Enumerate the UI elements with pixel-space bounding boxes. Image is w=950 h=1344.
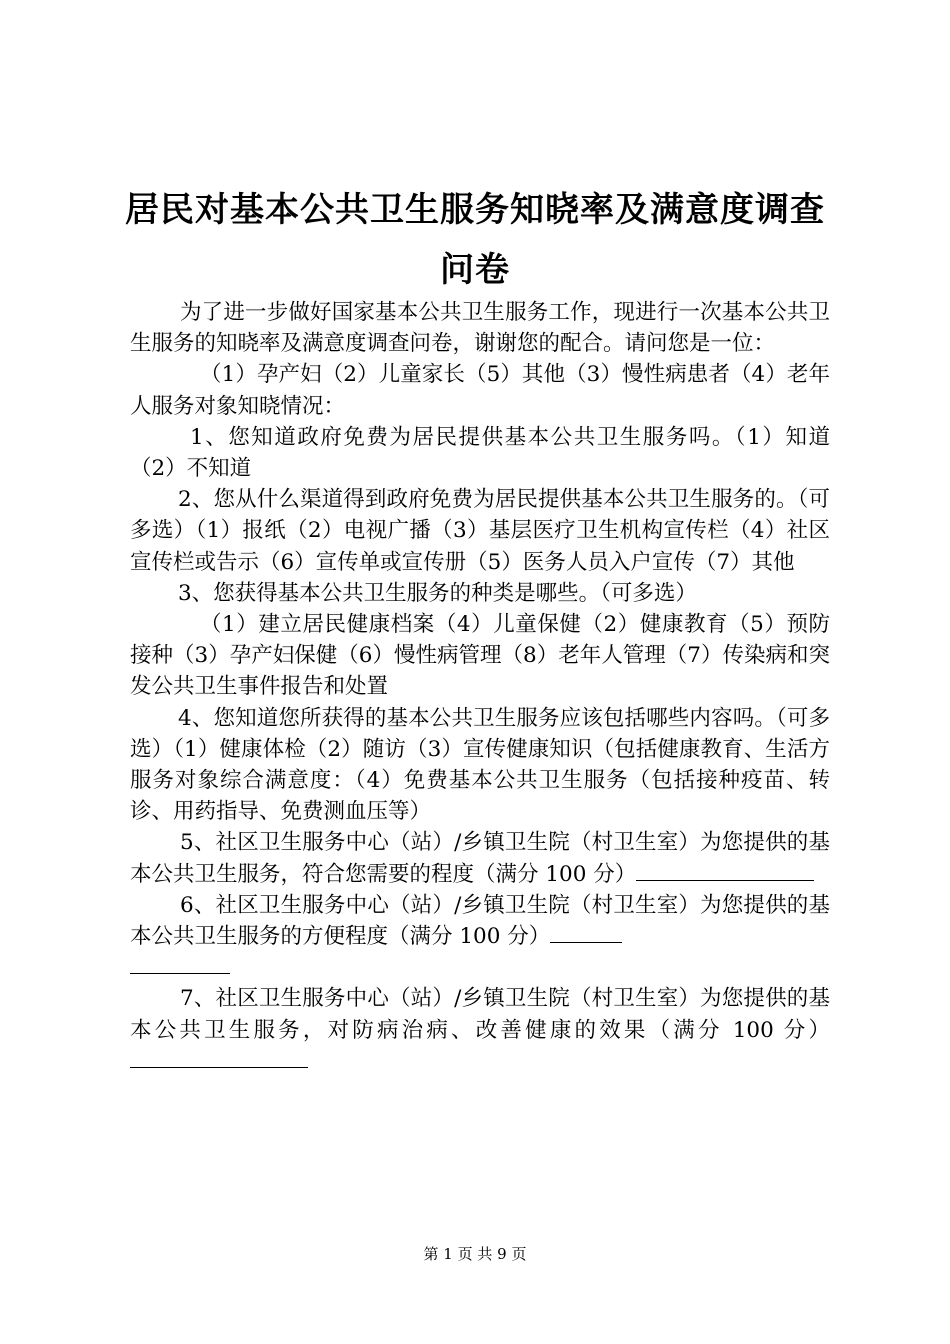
question-6-answer-blank[interactable] — [550, 924, 622, 943]
question-3: 3、您获得基本公共卫生服务的种类是哪些。（可多选） — [178, 580, 697, 606]
page-footer: 第 1 页 共 9 页 — [423, 1245, 527, 1263]
question-7 — [130, 983, 830, 1077]
question-5 — [130, 827, 830, 889]
question-2: 2、您从什么渠道得到政府免费为居民提供基本公共卫生服务的。（可多选）（1）报纸（2）电视广播（3）基层医疗卫生机构宣传栏（4）社区宣传栏或告示（6）宣传单或宣传册（5）医务人员入户宣传（7）其他 — [130, 487, 830, 575]
question-6-text: 6、社区卫生服务中心（站）/乡镇卫生院（村卫生室）为您提供的基本公共卫生服务的方便程度（满分 100 分） — [130, 892, 830, 950]
document-title-line-2: 问卷 — [440, 250, 510, 290]
question-5-answer-blank[interactable] — [636, 862, 814, 881]
identity-options: （1）孕产妇（2）儿童家长（5）其他（3）慢性病患者（4）老年人服务对象知晓情况： — [130, 362, 830, 419]
question-6 — [130, 890, 830, 984]
question-6-answer-blank-continued[interactable] — [130, 955, 230, 974]
question-3-options: （1）建立居民健康档案（4）儿童保健（2）健康教育（5）预防接种（3）孕产妇保健（6）慢性病管理（8）老年人管理（7）传染病和突发公共卫生事件报告和处置 — [130, 612, 830, 700]
question-7-answer-blank[interactable] — [130, 1049, 308, 1068]
question-7-text: 7、社区卫生服务中心（站）/乡镇卫生院（村卫生室）为您提供的基本公共卫生服务，对防病治病、改善健康的效果（满分 100 分） — [130, 986, 830, 1043]
question-1: 1、您知道政府免费为居民提供基本公共卫生服务吗。（1）知道（2）不知道 — [130, 424, 830, 482]
document-body — [130, 297, 830, 1077]
intro-paragraph: 为了进一步做好国家基本公共卫生服务工作，现进行一次基本公共卫生服务的知晓率及满意度调查问卷，谢谢您的配合。请问您是一位： — [130, 300, 830, 357]
question-5-text: 5、社区卫生服务中心（站）/乡镇卫生院（村卫生室）为您提供的基本公共卫生服务，符合您需要的程度（满分 100 分） — [130, 830, 830, 887]
question-4: 4、您知道您所获得的基本公共卫生服务应该包括哪些内容吗。（可多选）（1）健康体检（2）随访（3）宣传健康知识（包括健康教育、生活方服务对象综合满意度：（4）免费基本公共卫生服务（包括接种疫苗、转诊、用药指导、免费测血压等） — [130, 705, 830, 825]
document-title-line-1: 居民对基本公共卫生服务知晓率及满意度调查 — [125, 190, 825, 230]
